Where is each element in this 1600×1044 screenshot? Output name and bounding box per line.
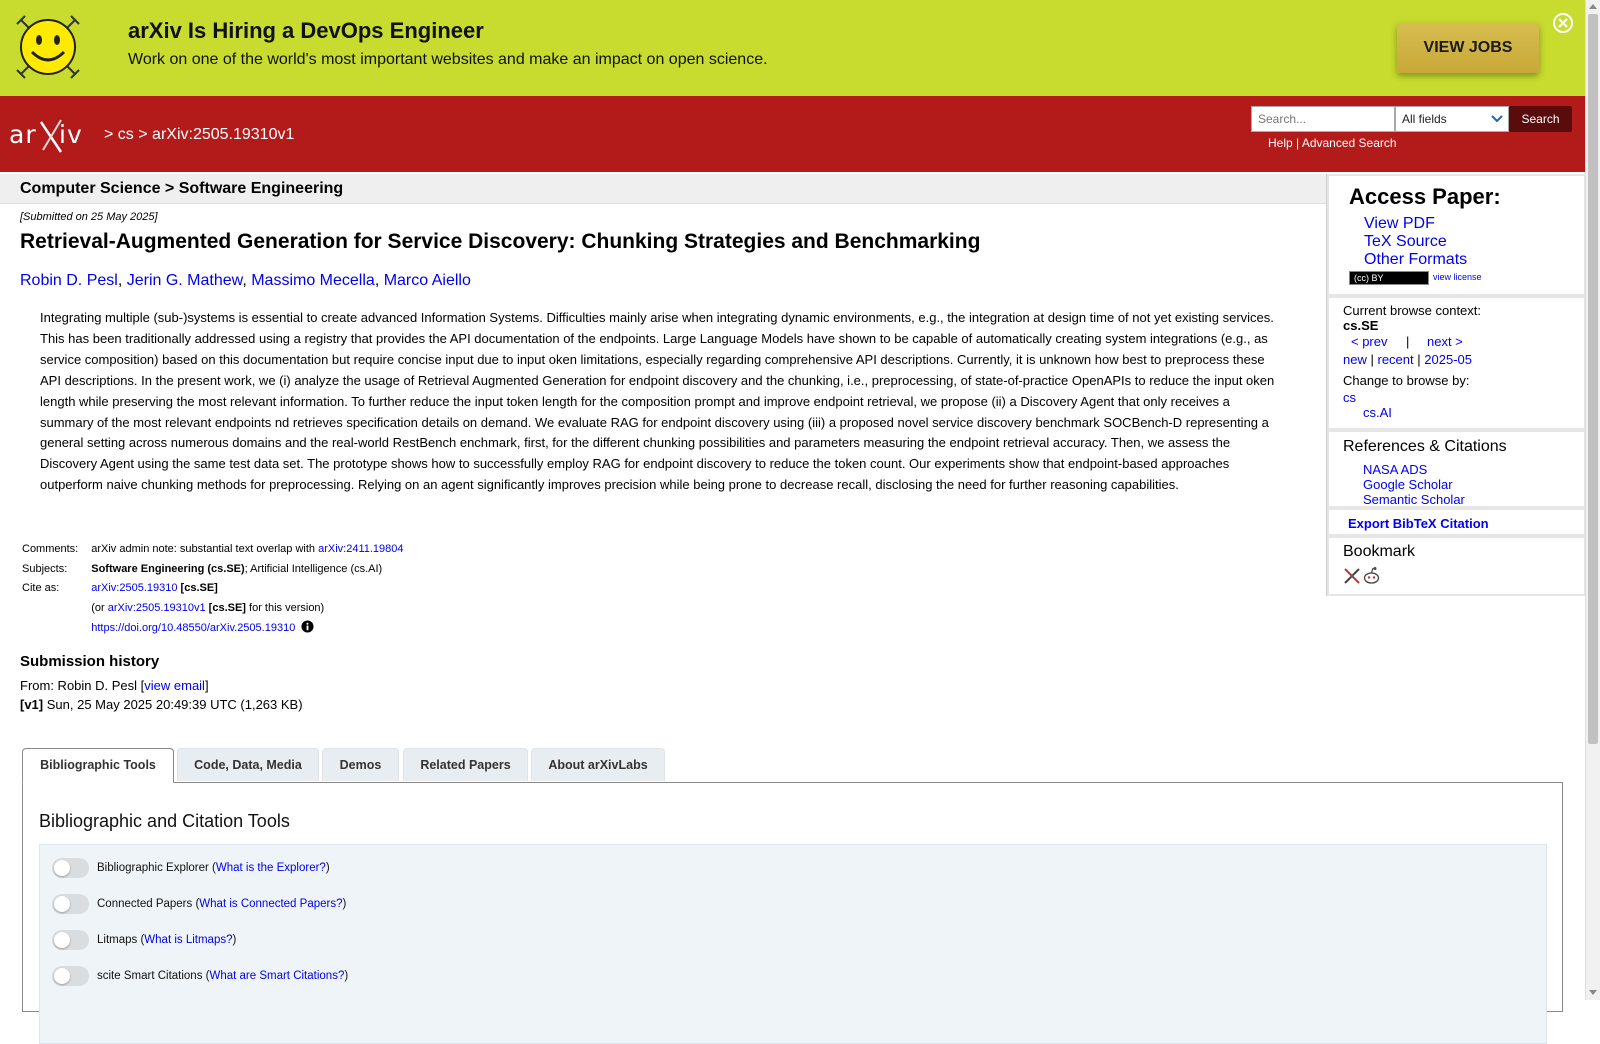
submission-from	[20, 678, 209, 693]
metadata-table	[18, 542, 408, 640]
link-separator: |	[1417, 352, 1421, 367]
info-icon[interactable]	[301, 620, 314, 633]
search-input[interactable]: Search...	[1251, 106, 1395, 132]
hiring-banner	[0, 0, 1585, 96]
advanced-search-link[interactable]: Advanced Search	[1301, 136, 1397, 150]
version-link[interactable]: arXiv:2505.19310v1	[107, 601, 206, 614]
cite-tag: [cs.SE]	[180, 582, 218, 594]
version-suffix: for this version)	[245, 601, 325, 614]
tool-label-end: )	[325, 862, 330, 875]
abstract: Integrating multiple (sub-)systems is essential to create advanced Information Systems. Difficulties mainly arise when integrating dynamic environments, e.g., the integration at design time of not yet existing services. This has been traditionally addressed using a registry that provides the API documentation of the endpoints. Large Language Models have shown to be capable of automatically creating system integrations (e.g., as service composition) based on this documentation but require concise input due to input oken limitations, especially regarding comprehensive API descriptions. Currently, it is unknown how best to preprocess these API descriptions. In the present work, we (i) analyze the usage of Retrieval Augmented Generation for endpoint discovery and the chunking, i.e., preprocessing, of state-of-practice OpenAPIs to reduce the input oken length while preserving the most relevant information. To further reduce the input token length for the composition prompt and improve endpoint retrieval, we propose (ii) a Discovery Agent that only receives a summary of the most relevant endpoints nd retrieves specification details on demand. We evaluate RAG for endpoint discovery using (iii) a proposed novel service discovery benchmark SOCBench-D representing a general setting across numerous domains and the real-world RestBench enchmark, first, for the different chunking possibilities and parameters measuring the endpoint retrieval accuracy. Then, we assess the Discovery Agent using the same test data set. The prototype shows how to successfully employ RAG for endpoint discovery to reduce the token count. Our experiments show that endpoint-based approaches outperform naive chunking methods for preprocessing. Relying on an agent significantly improves precision while being prone to decrease recall, disclosing the need for further reasoning capabilities.	[40, 310, 1275, 493]
change-browse-label: Change to browse by:	[1343, 373, 1470, 388]
header-links	[1268, 136, 1397, 150]
browse-cs-link[interactable]: cs	[1343, 390, 1356, 405]
tab-code-data-media[interactable]: Code, Data, Media	[177, 748, 319, 781]
google-scholar-link[interactable]: Google Scholar	[1363, 477, 1453, 492]
browse-context-value: cs.SE	[1343, 318, 1379, 333]
scrollbar-thumb[interactable]	[1588, 14, 1598, 744]
version-prefix: (or	[91, 601, 108, 614]
list-links	[1343, 352, 1472, 367]
subjects-label: Subjects:	[22, 562, 68, 575]
version-value	[87, 601, 407, 621]
browse-csai-link[interactable]: cs.AI	[1363, 405, 1392, 420]
subject-title: Computer Science > Software Engineering	[20, 180, 344, 197]
tab-related-papers[interactable]: Related Papers	[403, 748, 528, 781]
author-separator: ,	[374, 272, 384, 289]
browse-context-box	[1327, 296, 1586, 430]
tab-about-arxivlabs[interactable]: About arXivLabs	[531, 748, 665, 781]
author-separator: ,	[117, 272, 127, 289]
tab-panel	[22, 782, 1563, 1012]
link-separator: |	[1296, 136, 1300, 150]
references-title: References & Citations	[1343, 438, 1507, 455]
breadcrumb-sep: >	[104, 126, 114, 143]
breadcrumb	[104, 126, 294, 144]
bookmark-box	[1327, 536, 1586, 596]
tool-label: Connected Papers (	[97, 898, 200, 911]
version-row	[18, 601, 408, 621]
svg-text:ar: ar	[9, 120, 37, 149]
explorer-toggle[interactable]	[52, 858, 89, 878]
tool-row-scite	[52, 966, 348, 986]
view-license-link[interactable]: view license	[1433, 272, 1482, 282]
author-link[interactable]: Massimo Mecella	[251, 272, 375, 289]
scite-toggle[interactable]	[52, 966, 89, 986]
tool-row-litmaps	[52, 930, 236, 950]
submission-date: [Submitted on 25 May 2025]	[20, 211, 158, 223]
bibsonomy-icon[interactable]	[1343, 567, 1361, 585]
version-details: Sun, 25 May 2025 20:49:39 UTC (1,263 KB)	[43, 697, 303, 712]
view-jobs-button[interactable]: VIEW JOBS	[1397, 23, 1539, 73]
recent-link[interactable]: recent	[1377, 352, 1414, 367]
related-paper-link[interactable]: arXiv:2411.19804	[318, 543, 404, 555]
secondary-subjects: ; Artificial Intelligence (cs.AI)	[244, 562, 383, 575]
cite-link[interactable]: arXiv:2505.19310	[91, 582, 178, 594]
view-pdf-link[interactable]: View PDF	[1364, 215, 1435, 232]
tab-bibliographic-tools[interactable]: Bibliographic Tools	[22, 748, 174, 783]
subjects-row	[18, 562, 408, 582]
empty-cell	[18, 601, 87, 621]
access-paper-title: Access Paper:	[1349, 184, 1501, 209]
next-link[interactable]: next >	[1427, 334, 1463, 349]
comments-value	[87, 542, 407, 562]
search-button[interactable]: Search	[1509, 106, 1572, 132]
banner-text: Work on one of the world's most important websites and make an impact on open science.	[128, 51, 768, 68]
from-text: From: Robin D. Pesl [	[20, 678, 145, 693]
help-link[interactable]: Help	[1268, 136, 1293, 150]
version-entry	[20, 697, 303, 712]
version-label: [v1]	[20, 697, 44, 712]
search-field-value: All fields	[1402, 112, 1447, 126]
tool-label-end: )	[342, 898, 347, 911]
tool-label: Bibliographic Explorer (	[97, 862, 216, 875]
tab-demos[interactable]: Demos	[322, 748, 399, 781]
scroll-up-arrow[interactable]	[1589, 4, 1597, 9]
close-icon[interactable]	[1552, 12, 1574, 34]
tool-help-link[interactable]: What is the Explorer?	[215, 862, 326, 875]
tool-help-link[interactable]: What are Smart Citations?	[209, 970, 345, 983]
export-bibtex-link[interactable]: Export BibTeX Citation	[1348, 516, 1489, 531]
scroll-down-arrow[interactable]	[1589, 990, 1597, 995]
chevron-down-icon	[1491, 115, 1503, 123]
new-link[interactable]: new	[1343, 352, 1367, 367]
author-link[interactable]: Robin D. Pesl	[20, 272, 118, 289]
tool-row-explorer	[52, 858, 330, 878]
reddit-icon[interactable]	[1362, 566, 1381, 585]
paper-title: Retrieval-Augmented Generation for Service Discovery: Chunking Strategies and Benchmarking	[20, 230, 981, 253]
empty-cell	[18, 620, 87, 640]
references-box	[1327, 430, 1586, 508]
tool-label-end: )	[344, 970, 349, 983]
tex-source-link[interactable]: TeX Source	[1364, 233, 1447, 250]
from-end: ]	[204, 678, 209, 693]
tool-label: scite Smart Citations (	[97, 970, 210, 983]
svg-text:iv: iv	[59, 120, 83, 149]
export-box	[1327, 508, 1586, 536]
tool-row-connected-papers	[52, 894, 346, 914]
cc-by-license-badge[interactable]: (cc) BY	[1349, 271, 1429, 285]
subject-bar	[0, 174, 1326, 204]
search-field-select[interactable]	[1395, 106, 1509, 132]
litmaps-toggle[interactable]	[52, 930, 89, 950]
smiley-icon	[13, 12, 83, 82]
month-link[interactable]: 2025-05	[1424, 352, 1472, 367]
breadcrumb-cs[interactable]: cs	[117, 126, 134, 143]
nav-separator: |	[1406, 334, 1410, 349]
sidebar	[1326, 174, 1585, 596]
access-paper-box	[1327, 174, 1586, 296]
tool-label-end: )	[232, 934, 237, 947]
author-separator: ,	[242, 272, 252, 289]
comments-label: Comments:	[22, 543, 79, 555]
author-link[interactable]: Jerin G. Mathew	[126, 272, 243, 289]
cite-value	[87, 581, 407, 601]
browse-context-label: Current browse context:	[1343, 303, 1482, 318]
banner-title: arXiv Is Hiring a DevOps Engineer	[128, 18, 484, 43]
doi-row	[18, 620, 408, 640]
bookmark-title: Bookmark	[1343, 543, 1416, 560]
doi-link[interactable]: https://doi.org/10.48550/arXiv.2505.19310	[91, 622, 296, 634]
doi-value	[87, 620, 407, 640]
panel-title: Bibliographic and Citation Tools	[39, 811, 290, 831]
author-link[interactable]: Marco Aiello	[383, 272, 471, 289]
cite-row	[18, 581, 408, 601]
other-formats-link[interactable]: Other Formats	[1364, 251, 1468, 268]
connected-papers-toggle[interactable]	[52, 894, 89, 914]
tools-box	[39, 844, 1547, 1044]
semantic-scholar-link[interactable]: Semantic Scholar	[1363, 492, 1465, 507]
prev-link[interactable]: < prev	[1351, 334, 1388, 349]
page-scrollbar[interactable]	[1585, 0, 1600, 1000]
site-header	[0, 96, 1585, 172]
breadcrumb-sep: >	[138, 126, 148, 143]
link-separator: |	[1370, 352, 1374, 367]
author-list	[20, 272, 471, 290]
submission-history-title: Submission history	[20, 653, 160, 670]
subjects-value	[87, 562, 407, 582]
primary-subject: Software Engineering (cs.SE)	[91, 562, 245, 575]
breadcrumb-paper-id: arXiv:2505.19310v1	[152, 126, 295, 143]
nasa-ads-link[interactable]: NASA ADS	[1363, 462, 1428, 477]
tool-help-link[interactable]: What is Connected Papers?	[199, 898, 343, 911]
view-email-link[interactable]: view email	[144, 678, 205, 693]
tool-label: Litmaps (	[97, 934, 145, 947]
arxiv-logo[interactable]	[9, 116, 101, 156]
cite-label: Cite as:	[22, 582, 60, 594]
comments-text: arXiv admin note: substantial text overlap with	[91, 543, 319, 555]
comments-row	[18, 542, 408, 562]
version-tag: [cs.SE]	[208, 601, 246, 614]
tool-help-link[interactable]: What is Litmaps?	[144, 934, 233, 947]
